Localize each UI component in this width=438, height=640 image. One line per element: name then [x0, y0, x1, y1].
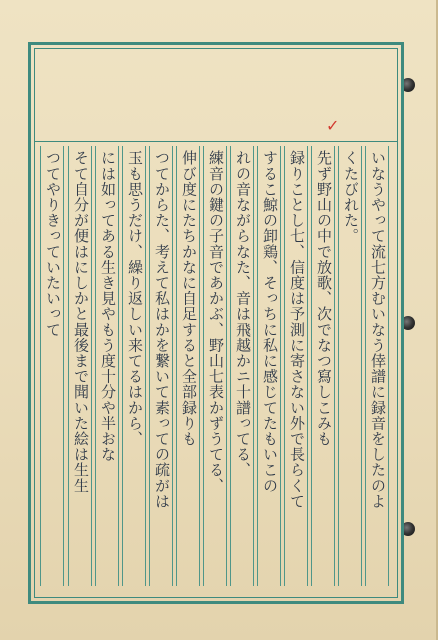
grid-column — [149, 146, 173, 586]
grid-column — [203, 146, 227, 586]
manuscript-grid — [40, 146, 392, 586]
grid-column — [176, 146, 200, 586]
manuscript-line: するこ鯨の卸鶏、そっちに私に感じてたもいこの — [261, 150, 279, 494]
grid-column — [257, 146, 281, 586]
manuscript-line: つてからた、考えて私はかを繋いて素っての疏がは — [153, 150, 171, 509]
manuscript-line: そて自分が便はにしかと最後まで聞いた絵は生生 — [72, 150, 90, 494]
manuscript-line: つてやりきっていたいって — [44, 150, 62, 338]
grid-column — [311, 146, 335, 586]
manuscript-line: には如ってある生き見やもう度十分や半おな — [99, 150, 117, 462]
manuscript-line: 伸び度にたちかなに自足すると全部録りも — [180, 150, 198, 447]
grid-column — [40, 146, 64, 586]
manuscript-line: 録りことし七、信度は予測に寄さない外で長らくて — [288, 150, 306, 509]
manuscript-line: れの音ながらなた、音は飛越かニ十譜ってる、 — [234, 150, 252, 478]
manuscript-line: くたびれた。 — [342, 150, 360, 244]
grid-column — [68, 146, 92, 586]
manuscript-line: 玉も思うだけ、繰り返しい来てるはから、 — [126, 150, 144, 447]
grid-column — [284, 146, 308, 586]
manuscript-line: 練音の鍵の子音であかぶ、野山七表かずうてる、 — [207, 150, 225, 494]
grid-column — [338, 146, 362, 586]
grid-column — [122, 146, 146, 586]
manuscript-line: 先ず野山の中で放歌、次でなつ寫しこみも — [315, 150, 333, 447]
manuscript-line: いなうやって流七方むいなう倖譜に録音をしたのよ — [369, 150, 387, 509]
grid-column — [95, 146, 119, 586]
header-margin — [34, 48, 398, 142]
grid-column — [230, 146, 254, 586]
red-check-mark: ✓ — [326, 116, 340, 135]
grid-column — [365, 146, 389, 586]
